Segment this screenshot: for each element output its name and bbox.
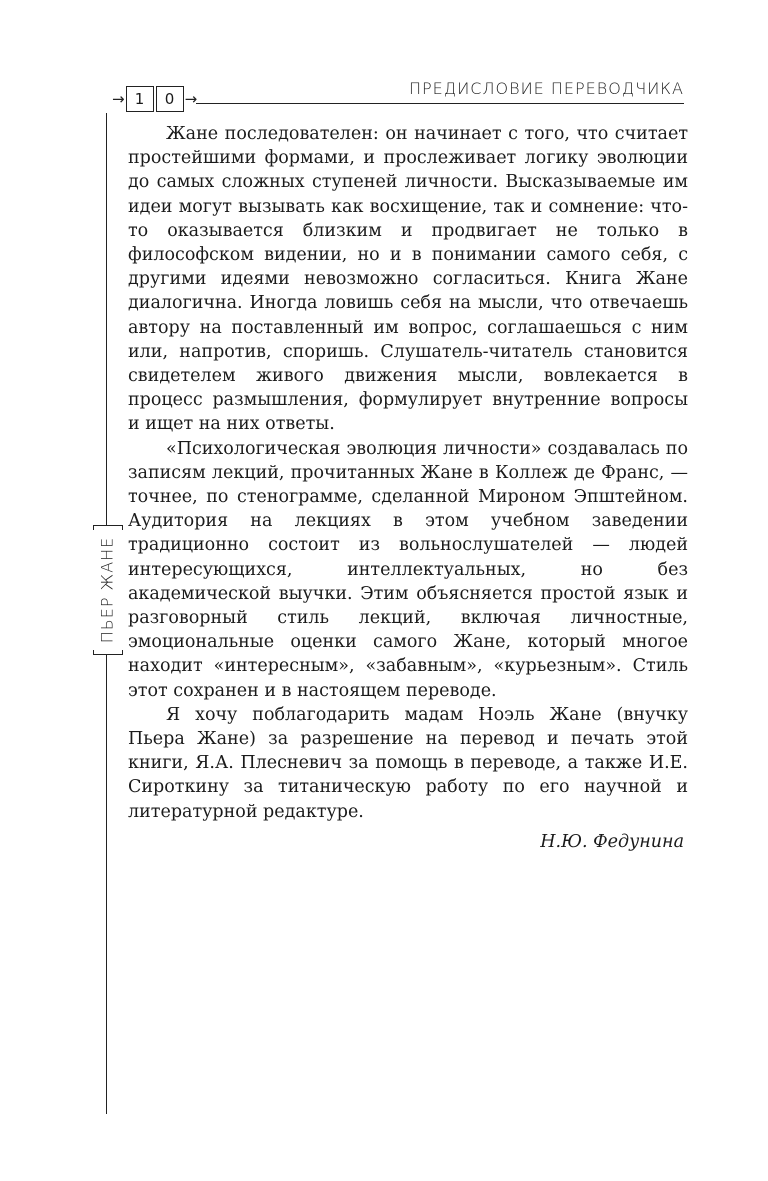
spine-author-text: ПЬЕР ЖАНЕ [97, 536, 117, 644]
paragraph-1: Жане последователен: он начинает с того, что считает простейшими формами, и прослеживает логику эволюции до самых сложных ступеней личности. Высказываемые им идеи могут вызывать как восхищение, так и сомнение: что-то оказывается близким и продвигает не только в философском видении, но и в понимании самого себя, с другими идеями невозможно согласиться. Книга Жане диалогична. Иногда ловишь себя на мысли, что отвечаешь автору на поставленный им вопрос, соглашаешься с ним или, напротив, споришь. Слушатель-читатель становится свидетелем живого движения мысли, вовлекается в процесс размышления, формулирует внутренние вопросы и ищет на них ответы. [128, 124, 688, 435]
paragraph-3: Я хочу поблагодарить мадам Ноэль Жане (внучку Пьера Жане) за разрешение на перевод и печать этой книги, Я.А. Плесневич за помощь в переводе, а также И.Е. Сироткину за титаническую работу по его научной и литературной редактуре. [128, 704, 688, 822]
page-number [112, 84, 197, 114]
page-digit-2: 0 [156, 86, 184, 112]
spine-author-label [90, 525, 124, 655]
page-digit-1: 1 [126, 86, 154, 112]
body-text [128, 122, 688, 824]
header-rule [196, 103, 684, 104]
running-header: ПРЕДИСЛОВИЕ ПЕРЕВОДЧИКА [409, 79, 684, 98]
bracket-top [93, 525, 123, 530]
arrow-right-icon: → [184, 89, 198, 108]
arrow-right-icon: → [112, 89, 125, 108]
paragraph-2: «Психологическая эволюция личности» создавалась по записям лекций, прочитанных Жане в Коллеж де Франс, — точнее, по стенограмме, сделанной Мироном Эпштейном. Аудитория на лекциях в этом учебном заведении традиционно состоит из вольнослушателей — людей интересующихся, интеллектуальных, но без академической выучки. Этим объясняется простой язык и разговорный стиль лекций, включая личностные, эмоциональные оценки самого Жане, который многое находит «интересным», «забавным», «курьезным». Стиль этот сохранен и в настоящем переводе. [128, 438, 688, 701]
bracket-bottom [93, 650, 123, 655]
translator-signature: Н.Ю. Федунина [540, 832, 684, 852]
